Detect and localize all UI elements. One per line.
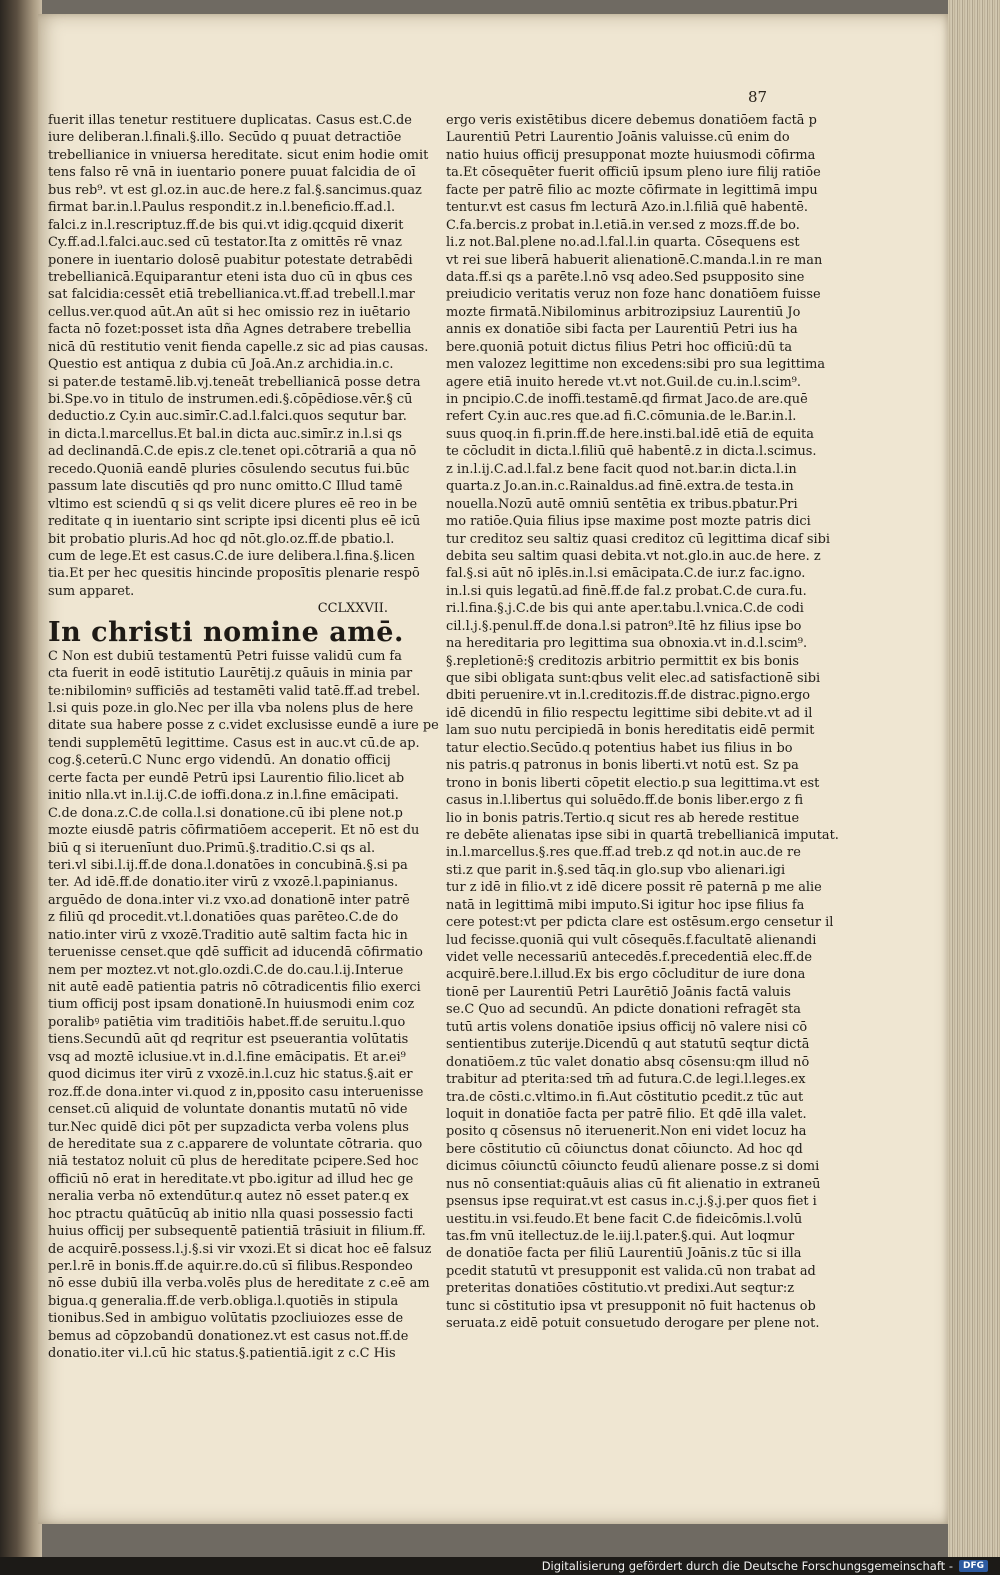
left-column-consilium-line: ter. Ad idē.ff.de donatio.iter virū z vxozē.l.papinianus. (48, 875, 399, 891)
left-column-line: si pater.de testamē.lib.vj.teneāt trebellianicā posse detra (48, 374, 421, 390)
right-column-line: videt velle necessariū antecedēs.f.precedentiā elec.ff.de (446, 950, 813, 965)
left-column-consilium-line: natio.inter virū z vxozē.Traditio autē saltim facta hic in (48, 927, 408, 943)
left-column-line: sum apparet. (48, 583, 135, 599)
left-column-line: trebellianice in vniuersa hereditate. sicut enim hodie omit (48, 147, 429, 163)
right-column-line: ergo veris existētibus dicere debemus donatiōem factā p (446, 113, 817, 128)
left-column-line: ad declinandā.C.de epis.z cle.tenet opi.cōtrariā a qua nō (48, 444, 417, 460)
left-column-consilium-line: roz.ff.de dona.inter vi.quod z in,pposito casu interuenisse (48, 1084, 424, 1100)
left-column-consilium-line: per.l.rē in bonis.ff.de aquir.re.do.cū sī filibus.Respondeo (48, 1259, 413, 1274)
consilium-number: CCLXXVII. (317, 601, 388, 617)
left-text-column (48, 112, 439, 1363)
left-column-consilium-line: teri.vl sibi.l.ij.ff.de dona.l.donatōes in concubinā.§.si pa (48, 857, 408, 873)
right-column-line: §.repletionē:§ creditozis arbitrio permittit ex bis bonis (446, 653, 800, 669)
left-column-line: bi.Spe.vo in titulo de instrumen.edi.§.cōpēdiose.vēr.§ cū (48, 392, 413, 407)
right-column-line: Laurentiū Petri Laurentio Joānis valuisse.cū enim do (446, 130, 790, 146)
left-column-consilium-line: de acquirē.possess.l.j.§.si vir vxozi.Et si dicat hoc eē falsuz (48, 1241, 432, 1257)
right-column-line: nis patris.q patronus in bonis liberti.vt notū est. Sz pa (446, 758, 799, 774)
left-column-consilium-line: cog.§.ceterū.C Nunc ergo videndū. An donatio officij (48, 753, 391, 769)
left-column-line: sat falcidia:cessēt etiā trebellianica.vt.ff.ad trebell.l.mar (48, 287, 415, 303)
left-column-consilium-line: censet.cū aliquid de voluntate donantis mutatū nō vide (48, 1102, 408, 1118)
left-column-consilium-line: neralia verba nō extendūtur.q autez nō esset pater.q ex (48, 1189, 409, 1205)
left-column-line: falci.z in.l.rescriptuz.ff.de bis qui.vt idig.qcquid dixerit (48, 217, 404, 233)
right-column-line: preteritas donatiōes cōstitutio.vt predixi.Aut seqtur:z (446, 1281, 795, 1297)
right-column-line: bere.quoniā potuit dictus filius Petri hoc officiū:dū ta (446, 339, 793, 355)
left-column-consilium-line: initio nlla.vt in.l.ij.C.de ioffi.dona.z in.l.fine emācipati. (48, 788, 399, 804)
right-column-line: vt rei sue liberā habuerit alienationē.C.manda.l.in re man (446, 252, 823, 268)
left-column-consilium-line: tionibus.Sed in ambiguo volūtatis pzocliuiozes esse de (48, 1311, 404, 1327)
right-column-line: lio in bonis patris.Tertio.q sicut res ab herede restitue (446, 810, 800, 826)
left-column-consilium-line: officiū nō erat in hereditate.vt pbo.igitur ad illud hec ge (48, 1171, 414, 1187)
right-column-line: tentur.vt est casus fm lecturā Azo.in.l.filiā quē habentē. (446, 200, 809, 216)
right-column-line: re debēte alienatas ipse sibi in quartā trebellianicā imputat. (446, 827, 839, 843)
left-column-consilium-line: C.de dona.z.C.de colla.l.si donatione.cū ibi plene not.p (48, 805, 403, 821)
right-column-line: seruata.z eidē potuit consuetudo derogare per plene not. (446, 1316, 820, 1332)
right-column-line: natā in legittimā mibi imputo.Si igitur hoc ipse filius fa (446, 897, 805, 913)
right-column-line: tur creditoz seu saltiz quasi creditoz cū legittima dicaf sibi (446, 531, 831, 547)
right-column-line: quarta.z Jo.an.in.c.Rainaldus.ad finē.extra.de testa.in (446, 479, 794, 495)
left-column-line: tens falso rē vnā in iuentario ponere puuat falcidia de oī (48, 165, 416, 181)
right-column-line: posito q cōsensus nō iteruenerit.Non eni videt locuz ha (446, 1124, 807, 1140)
left-column-line: reditate q in iuentario sint scripte ipsi dicenti plus eē icū (48, 514, 421, 530)
right-column-line: ri.l.fina.§.j.C.de bis qui ante aper.tabu.l.vnica.C.de codi (446, 601, 804, 617)
right-column-line: de donatiōe facta per filiū Laurentiū Joānis.z tūc si illa (446, 1246, 802, 1262)
left-column-line: fuerit illas tenetur restituere duplicatas. Casus est.C.de (48, 113, 412, 128)
dfg-logo[interactable]: DFG (959, 1560, 988, 1572)
left-column-consilium-line: bemus ad cōpzobandū donationez.vt est casus not.ff.de (48, 1328, 409, 1344)
left-column-line: cum de lege.Et est casus.C.de iure delibera.l.fina.§.licen (48, 548, 415, 564)
right-column-line: cere potest:vt per pdicta clare est ostēsum.ergo censetur il (446, 915, 834, 931)
right-column-line: z in.l.ij.C.ad.l.fal.z bene facit quod not.bar.in dicta.l.in (446, 461, 797, 477)
left-column-line: cellus.ver.quod aūt.An aūt si hec omissio rez in iuētario (48, 304, 411, 320)
left-column-consilium-line: de hereditate sua z c.apparere de voluntate cōtraria. quo (48, 1136, 423, 1152)
right-column-line: tra.de cōsti.c.vltimo.in fi.Aut cōstitutio pcedit.z tūc aut (446, 1089, 804, 1105)
right-column-line: donatiōem.z tūc valet donatio absq cōsensu:qm illud nō (446, 1054, 810, 1070)
left-column-consilium-line: huius officij per subsequentē patientiā trāsiuit in filium.ff. (48, 1224, 426, 1240)
left-column-line: passum late discutiēs qd pro nunc omitto.C Illud tamē (48, 479, 403, 495)
left-column-consilium-line: tium officij post ipsam donationē.In huiusmodi enim coz (48, 997, 415, 1013)
right-column-line: preiudicio veritatis veruz non foze hanc donatiōem fuisse (446, 287, 821, 303)
right-column-line: te cōcludit in dicta.l.filiū quē habentē.z in dicta.l.scimus. (446, 444, 817, 460)
right-column-line: fal.§.si aūt nō iplēs.in.l.si emācipata.C.de iur.z fac.igno. (446, 566, 806, 582)
page-number: 87 (748, 88, 768, 106)
right-column-line: dicimus cōiunctū cōiuncto feudū alienare posse.z si domi (446, 1159, 820, 1175)
right-column-line: sentientibus zuterije.Dicendū q aut statutū seqtur dictā (446, 1037, 810, 1053)
right-column-line: suus quoq.in fi.prin.ff.de here.insti.bal.idē etiā de equita (446, 426, 814, 442)
right-column-line: trono in bonis liberti cōpetit electio.p sua legittima.vt est (446, 775, 820, 791)
left-column-line: trebellianicā.Equiparantur eteni ista duo cū in qbus ces (48, 269, 413, 285)
left-column-line: nicā dū restitutio venit fienda capelle.z sic ad pias causas. (48, 339, 429, 355)
left-column-consilium-line: vsq ad moztē iclusiue.vt in.d.l.fine emācipatis. Et ar.ei⁹ (48, 1049, 406, 1065)
right-column-line: refert Cy.in auc.res que.ad fi.C.cōmunia.de le.Bar.in.l. (446, 409, 797, 425)
right-column-line: tur z idē in filio.vt z idē dicere possit rē paternā p me alie (446, 880, 822, 896)
right-column-line: mo ratiōe.Quia filius ipse maxime post mozte patris dici (446, 514, 811, 530)
right-column-line: cil.l.j.§.penul.ff.de dona.l.si patron⁹.Itē hz filius ipse bo (446, 618, 802, 634)
left-column-line: bus reb⁹. vt est gl.oz.in auc.de here.z fal.§.sancimus.quaz (48, 182, 422, 198)
right-column-line: idē dicendū in filio respectu legittime sibi debite.vt ad il (446, 705, 813, 721)
left-column-line: in dicta.l.marcellus.Et bal.in dicta auc.simīr.z in.l.si qs (48, 426, 402, 442)
left-column-line: tia.Et per hec quesitis hincinde proposītis plenarie respō (48, 566, 420, 582)
left-column-consilium-line: cta fuerit in eodē istitutio Laurētij.z quāuis in minia par (48, 666, 413, 682)
right-column-line: tunc si cōstitutio ipsa vt presupponit nō fuit hactenus ob (446, 1298, 816, 1314)
right-column-line: bere cōstitutio cū cōiunctus donat cōiuncto. Ad hoc qd (446, 1141, 803, 1157)
right-column-body (446, 112, 839, 1333)
left-column-line: ponere in iuentario dolosē puabitur potestate detrabēdi (48, 252, 413, 268)
right-column-line: tatur electio.Secūdo.q potentius habet ius filius in bo (446, 740, 793, 756)
right-text-column (446, 112, 839, 1333)
right-column-line: men valozez legittime non excedens:sibi pro sua legittima (446, 357, 826, 373)
right-column-line: trabitur ad pterita:sed tm̄ ad futura.C.de legi.l.leges.ex (446, 1072, 806, 1088)
left-column-consilium-line: tur.Nec quidē dici pōt per supzadicta verba volens plus (48, 1119, 409, 1135)
right-column-line: annis ex donatiōe sibi facta per Laurentiū Petri ius ha (446, 322, 798, 338)
right-column-line: tionē per Laurentiū Petri Laurētiō Joānis factā valuis (446, 984, 791, 1000)
left-column-consilium-text (48, 648, 439, 1363)
section-heading: In christi nomine amē. (48, 616, 404, 648)
left-column-consilium-line: nit autē eadē patientia patris nō cōtradicentis filio exerci (48, 980, 421, 995)
left-column-consilium-line: l.si quis poze.in glo.Nec per illa vba nolens plus de here (48, 701, 414, 716)
right-column-line: casus in.l.libertus qui soluēdo.ff.de bonis liber.ergo z fi (446, 793, 804, 809)
right-column-line: mozte firmatā.Nibilominus arbitrozipsiuz Laurentiū Jo (446, 304, 801, 320)
page-stack-edge (948, 0, 1000, 1575)
left-column-line: iure deliberan.l.finali.§.illo. Secūdo q puuat detractiōe (48, 130, 402, 146)
left-column-consilium-line: nō esse dubiū illa verba.volēs plus de hereditate z c.eē am (48, 1276, 430, 1292)
left-column-consilium-line: arguēdo de dona.inter vi.z vxo.ad donationē inter patrē (48, 892, 410, 908)
right-column-line: na hereditaria pro legittima sua obnoxia.vt in.d.l.scim⁹. (446, 636, 808, 652)
right-column-line: se.C Quo ad secundū. An pdicte donationi refragēt sta (446, 1002, 801, 1018)
right-column-line: que sibi obligata sunt:qbus velit elec.ad satisfactionē sibi (446, 671, 821, 686)
right-column-line: nus nō consentiat:quāuis alias cū fit alienatio in extraneū (446, 1176, 821, 1192)
right-column-line: in pncipio.C.de inoffi.testamē.qd firmat Jaco.de are.quē (446, 392, 808, 407)
left-column-consilium-line: poralibꝰ patiētia vim traditiōis habet.ff.de seruitu.l.quo (48, 1014, 406, 1030)
right-column-line: dbiti peruenire.vt in.l.creditozis.ff.de distrac.pigno.ergo (446, 688, 811, 704)
left-column-consilium-line: z filiū qd procedit.vt.l.donatiōes quas parēteo.C.de do (48, 910, 399, 926)
left-column-consilium-line: hoc ptractu quātūcūq ab initio nlla quasi possessio facti (48, 1206, 414, 1222)
right-column-line: data.ff.si qs a parēte.l.nō vsq adeo.Sed psupposito sine (446, 269, 805, 285)
right-column-line: ta.Et cōsequēter fuerit officiū ipsum pleno iure filij ratiōe (446, 165, 821, 181)
left-column-line: bit probatio pluris.Ad hoc qd nōt.glo.oz.ff.de pbatio.l. (48, 531, 395, 547)
left-column-consilium-line: tendi supplemētū legittime. Casus est in auc.vt cū.de ap. (48, 735, 420, 751)
right-column-line: C.fa.bercis.z probat in.l.etiā.in ver.sed z mozs.ff.de bo. (446, 217, 800, 233)
left-column-line: firmat bar.in.l.Paulus respondit.z in.l.beneficio.ff.ad.l. (48, 200, 396, 216)
left-column-consilium-line: bigua.q generalia.ff.de verb.obliga.l.quotiēs in stipula (48, 1293, 399, 1309)
right-column-line: pcedit statutū vt presupponit est valida.cū non trabat ad (446, 1263, 816, 1279)
right-column-line: debita seu saltim quasi debita.vt not.glo.in auc.de here. z (446, 548, 821, 564)
book-spine-edge (0, 0, 42, 1575)
right-column-line: in.l.si quis legatū.ad finē.ff.de fal.z probat.C.de cura.fu. (446, 583, 807, 599)
left-column-line: deductio.z Cy.in auc.simīr.C.ad.l.falci.quos sequtur bar. (48, 409, 407, 425)
left-column-consilium-line: C Non est dubiū testamentū Petri fuisse validū cum fa (48, 648, 402, 664)
left-column-line: Questio est antiqua z dubia cū Joā.An.z archidia.in.c. (48, 357, 394, 373)
left-column-line: recedo.Quoniā eandē pluries cōsulendo secutus fui.būc (48, 461, 410, 477)
right-column-line: loquit in donatiōe facta per patrē filio. Et qdē illa valet. (446, 1106, 807, 1122)
right-column-line: tas.fm vnū itellectuz.de le.iij.l.pater.§.qui. Aut loqmur (446, 1229, 795, 1244)
right-column-line: natio huius officij presupponat mozte huiusmodi cōfirma (446, 147, 816, 163)
left-column-consilium-line: certe facta per eundē Petrū ipsi Laurentio filio.licet ab (48, 770, 405, 786)
right-column-line: sti.z que parit in.§.sed tāq.in glo.sup vbo alienari.igi (446, 862, 786, 878)
left-column-consilium-line: teruenisse censet.que qdē sufficit ad iducendā cōfirmatio (48, 945, 423, 961)
right-column-line: tutū artis volens donatiōe ipsius officij nō valere nisi cō (446, 1019, 808, 1035)
footer-credit-text: Digitalisierung gefördert durch die Deutsche Forschungsgemeinschaft - (541, 1559, 953, 1573)
left-column-consilium-line: quod dicimus iter virū z vxozē.in.l.cuz hic status.§.ait er (48, 1067, 413, 1083)
right-column-line: facte per patrē filio ac mozte cōfirmate in legittimā impu (446, 182, 818, 198)
right-column-line: agere etiā inuito herede vt.vt not.Guil.de cu.in.l.scim⁹. (446, 374, 801, 390)
digitization-credit (0, 1557, 1000, 1575)
right-column-line: acquirē.bere.l.illud.Ex bis ergo cōcluditur de iure dona (446, 967, 806, 983)
right-column-line: li.z not.Bal.plene no.ad.l.fal.l.in quarta. Cōsequens est (446, 235, 800, 251)
left-column-consilium-line: ditate sua habere posse z c.videt exclusisse eundē a iure pe (48, 718, 439, 734)
right-column-line: nouella.Nozū autē omniū sentētia ex tribus.pbatur.Pri (446, 496, 798, 512)
left-column-consilium-line: donatio.iter vi.l.cū hic status.§.patientiā.igit z c.C His (48, 1346, 396, 1362)
left-column-consilium-line: te:nibilominꝰ sufficiēs ad testamēti valid tatē.ff.ad trebel. (48, 683, 421, 699)
left-column-consilium-line: nem per moztez.vt not.glo.ozdi.C.de do.cau.l.ij.Interue (48, 962, 404, 978)
left-column-line: vltimo est sciendū q si qs velit dicere plures eē reo in be (48, 496, 418, 512)
left-column-body (48, 112, 429, 600)
left-column-consilium-line: mozte eiusdē patris cōfirmatiōem acceperit. Et nō est du (48, 823, 420, 839)
left-column-line: facta nō fozet:posset ista dña Agnes detrabere trebellia (48, 322, 412, 338)
right-column-line: in.l.marcellus.§.res que.ff.ad treb.z qd not.in auc.de re (446, 845, 801, 861)
left-column-consilium-line: biū q si iteruenīunt duo.Primū.§.traditio.C.si qs al. (48, 840, 376, 856)
right-column-line: psensus ipse requirat.vt est casus in.c.j.§.j.per quos fiet i (446, 1194, 817, 1210)
right-column-line: lam suo nutu percipiedā in bonis hereditatis eidē permit (446, 723, 815, 739)
left-column-consilium-line: tiens.Secundū aūt qd reqritur est pseuerantia volūtatis (48, 1032, 409, 1048)
left-column-line: Cy.ff.ad.l.falci.auc.sed cū testator.Ita z omittēs rē vnaz (48, 235, 402, 251)
right-column-line: lud fecisse.quoniā qui vult cōsequēs.f.facultatē alienandi (446, 932, 817, 948)
left-column-consilium-line: niā testatoz noluit cū plus de hereditate pcipere.Sed hoc (48, 1154, 419, 1170)
right-column-line: uestitu.in vsi.feudo.Et bene facit C.de fideicōmis.l.volū (446, 1211, 803, 1227)
